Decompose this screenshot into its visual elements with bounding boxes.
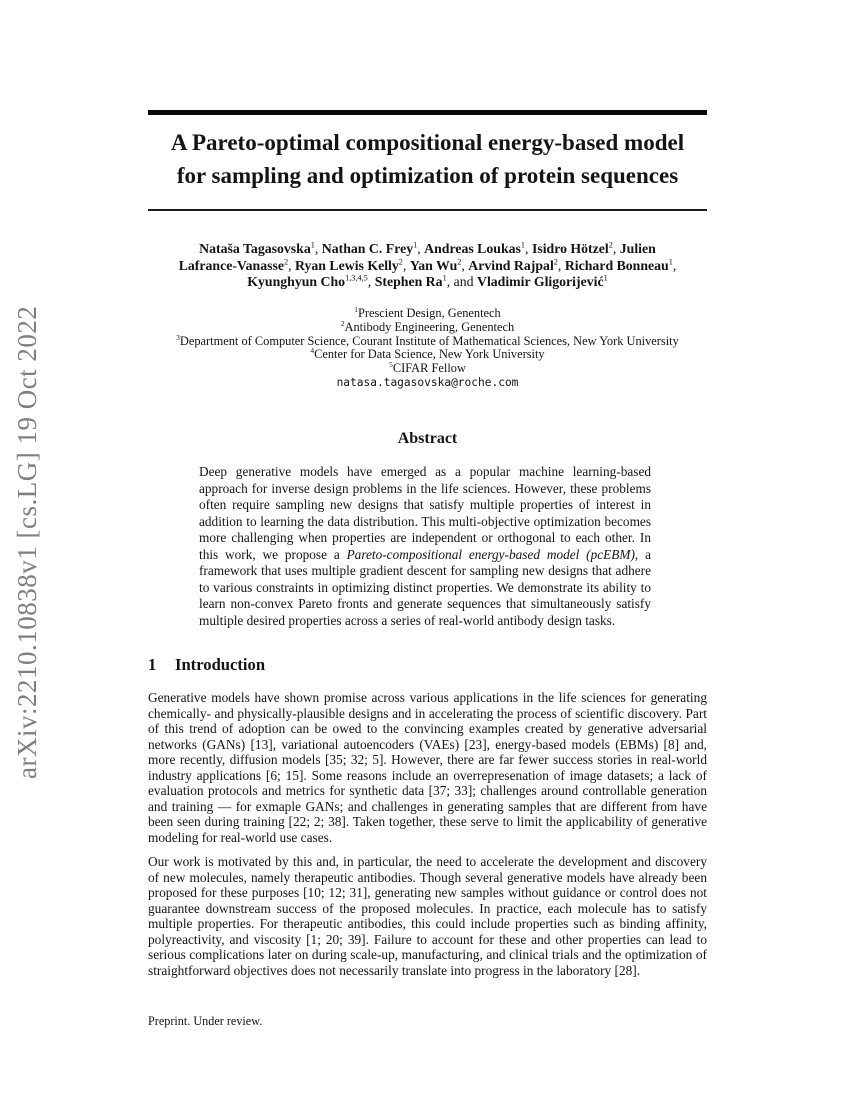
text-segment: Kyunghyun Cho (247, 274, 346, 290)
section-1-title: Introduction (175, 655, 266, 674)
affiliation-superscript: 2 (340, 318, 345, 328)
text-segment: , (525, 241, 532, 256)
author-superscript: 2 (608, 240, 613, 250)
text-segment: Richard Bonneau (564, 257, 669, 273)
author-superscript: 2 (553, 257, 558, 266)
intro-paragraph-1: Generative models have shown promise across various applications in the life sciences for generating chemically- and physically-plausible designs and in accelerating the process of scientific discovery. Part of this trend of adoption can be owed to the convincing examples created by generative adversarial networks (GANs) [13], variational autoencoders (VAEs) [23], energy-based models (EBMs) [8] and, more recently, diffusion models [35; 32; 5]. However, there are far fewer success stories in real-world industry applications [6; 15]. Some reasons include an overrepresenation of image datasets; a lack of evaluation protocols and metrics for synthetic data [37; 33]; challenges around controllable generation and training — for exmaple GANs; and challenges in generating samples that are different from have been seen during training [22; 2; 38]. Taken together, these serve to limit the applicability of generative modeling for real-world use cases. (148, 690, 707, 845)
paper-content-column (148, 0, 707, 1100)
text-segment: Deep generative models have emerged as a popular machine learning-based approach for inverse design problems in the life sciences. However, these problems often require sampling new designs that satisfy multiple properties of interest in addition to learning the data distribution. This multi-objective optimization becomes more challenging when properties are independent or orthogonal to each other. In this work, we propose a (199, 464, 651, 562)
arxiv-watermark: arXiv:2210.10838v1 [cs.LG] 19 Oct 2022 (12, 305, 42, 779)
text-segment: Lafrance-Vanasse (178, 257, 284, 273)
affiliation-line: $^4$Center for Data Science, New York University (310, 346, 545, 362)
author-superscript: 2 (457, 257, 462, 266)
text-segment: , a framework that uses multiple gradient descent for sampling new designs that adhere to various constraints in optimizing distinct properties. We demonstrate its ability to learn non-convex Pareto fronts and generate sequences that simultaneously satisfy multiple desired properties across a series of real-world antibody design tasks. (199, 546, 651, 628)
author-line (148, 258, 707, 275)
paper-title-line-1: A Pareto-optimal compositional energy-based model (170, 130, 685, 155)
text-segment: , (417, 241, 425, 256)
contact-email: natasa.tagasovska@roche.com (336, 376, 519, 389)
affiliation-superscript: 1 (354, 304, 358, 314)
text-segment: Ryan Lewis Kelly (295, 257, 399, 273)
affiliation-line: $^2$Antibody Engineering, Genentech (340, 318, 515, 334)
text-segment: Pareto-compositional energy-based model (pcEBM) (346, 546, 635, 562)
author-superscript: 1 (668, 257, 673, 266)
author-line (148, 241, 707, 258)
text-segment: Stephen Ra (374, 274, 443, 290)
text-segment: Julien (619, 241, 656, 256)
text-segment: , (314, 241, 322, 256)
affiliation-line: $^3$Department of Computer Science, Courant Institute of Mathematical Sciences, New York University (176, 332, 679, 348)
text-segment: Isidro Hötzel (531, 241, 609, 256)
text-segment: Nataša Tagasovska (199, 241, 311, 256)
affiliation-line: $^5$CIFAR Fellow (389, 360, 466, 376)
author-superscript: 1 (310, 240, 315, 250)
affiliation-superscript: 4 (310, 346, 315, 356)
text-segment: Nathan C. Frey (321, 241, 414, 256)
text-segment: , (288, 257, 295, 273)
paper-title (148, 127, 707, 192)
abstract-heading: Abstract (397, 430, 458, 447)
author-list (148, 241, 707, 291)
affiliation-superscript: 3 (176, 332, 180, 342)
title-rule-top (148, 110, 707, 115)
author-superscript: 1 (442, 273, 447, 283)
text-segment: Andreas Loukas (424, 241, 521, 256)
affiliation-superscript: 5 (389, 360, 393, 370)
author-superscript: 1,3,4,5 (345, 273, 368, 283)
author-superscript: 1 (520, 240, 526, 250)
affiliation-line: $^1$Prescient Design, Genentech (354, 304, 501, 320)
title-rule-bottom (148, 209, 707, 211)
author-superscript: 1 (603, 273, 608, 283)
text-segment: , (557, 257, 565, 273)
paper-title-line-2: for sampling and optimization of protein sequences (176, 162, 679, 188)
text-segment: Arvind Rajpal (468, 257, 554, 273)
text-segment: , (612, 241, 620, 256)
text-segment: , (402, 257, 410, 273)
author-line (148, 274, 707, 291)
intro-paragraph-2: Our work is motivated by this and, in particular, the need to accelerate the development and discovery of new molecules, namely therapeutic antibodies. Though several generative models have already been proposed for these purposes [10; 12; 31], generating new samples without guidance or control does not guarantee downstream success of the proposed molecules. In practice, each molecule has to satisfy multiple properties. For therapeutic antibodies, this could include properties such as binding affinity, polyreactivity, and viscosity [1; 20; 39]. Failure to account for these and other properties can lead to serious complications later on during scale-up, manufacturing, and clinical trials and the optimization of straightforward objectives does not necessarily translate into progress in the laboratory [28]. (148, 854, 707, 978)
text-segment: Yan Wu (409, 257, 458, 273)
text-segment: , and (446, 274, 477, 290)
section-1-number: 1 (148, 655, 157, 674)
text-segment: , (672, 257, 677, 273)
preprint-footer-note: Preprint. Under review. (148, 1014, 263, 1028)
section-1-heading (148, 655, 265, 675)
author-superscript: 1 (413, 240, 418, 250)
author-superscript: 2 (398, 257, 403, 266)
author-superscript: 2 (283, 257, 289, 266)
text-segment: , (367, 274, 375, 290)
text-segment: , (461, 257, 469, 273)
abstract-text (199, 464, 651, 629)
affiliation-list (148, 304, 707, 376)
text-segment: Vladimir Gligorijević (476, 274, 604, 290)
